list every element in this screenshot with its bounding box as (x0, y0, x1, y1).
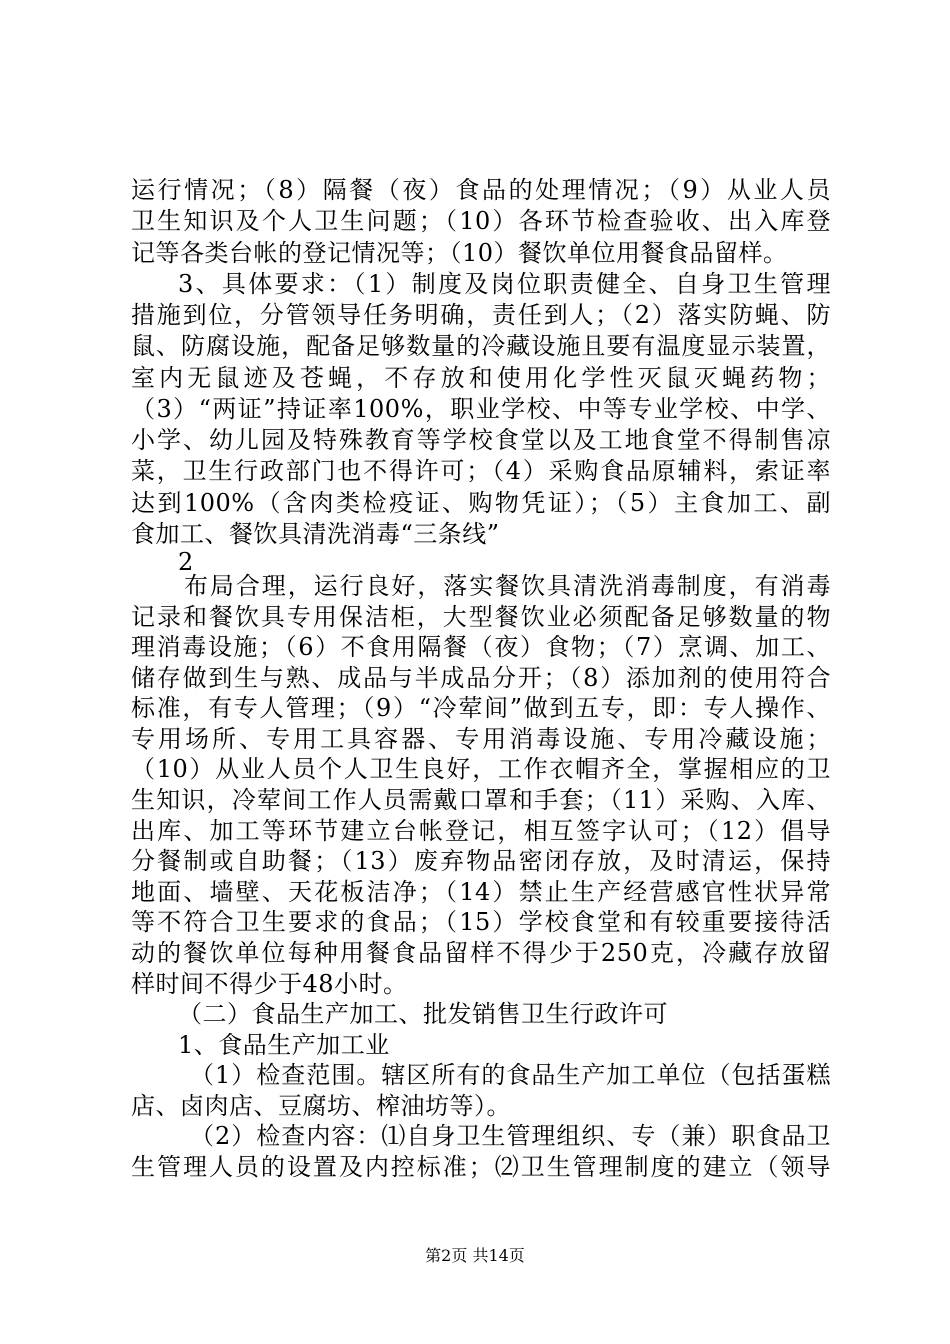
text-line: （10）从业人员个人卫生良好，工作衣帽齐全，掌握相应的卫 (131, 755, 831, 783)
text-line: 理消毒设施；（6）不食用隔餐（夜）食物；（7）烹调、加工、 (131, 633, 831, 661)
subsection-heading: 1、食品生产加工业 (178, 1031, 390, 1059)
text-line: 菜，卫生行政部门也不得许可；（4）采购食品原辅料，索证率 (131, 457, 831, 485)
text-line: 等不符合卫生要求的食品；（15）学校食堂和有较重要接待活 (131, 908, 831, 936)
text-line: 地面、墙壁、天花板洁净；（14）禁止生产经营感官性状异常 (131, 878, 831, 906)
text-line: 措施到位，分管领导任务明确，责任到人；（2）落实防蝇、防 (131, 301, 831, 329)
text-line: 运行情况；（8）隔餐（夜）食品的处理情况；（9）从业人员 (131, 176, 831, 204)
text-line: 分餐制或自助餐；（13）废弃物品密闭存放，及时清运，保持 (131, 847, 831, 875)
text-line: （3）“两证”持证率100%，职业学校、中等专业学校、中学、 (131, 395, 831, 423)
text-line: （1）检查范围。辖区所有的食品生产加工单位（包括蛋糕 (190, 1061, 831, 1089)
section-heading: （二）食品生产加工、批发销售卫生行政许可 (178, 1000, 668, 1028)
text-line: 布局合理，运行良好，落实餐饮具清洗消毒制度，有消毒 (184, 572, 831, 600)
text-line: 记录和餐饮具专用保洁柜，大型餐饮业必须配备足够数量的物 (131, 603, 831, 631)
text-line: 生知识，冷荤间工作人员需戴口罩和手套；（11）采购、入库、 (131, 786, 831, 814)
text-line: 鼠、防腐设施，配备足够数量的冷藏设施且要有温度显示装置， (131, 332, 831, 360)
text-line: 店、卤肉店、豆腐坊、榨油坊等）。 (131, 1092, 511, 1120)
text-line: 标准，有专人管理；（9）“冷荤间”做到五专，即：专人操作、 (131, 694, 831, 722)
page-break-number: 2 (178, 548, 194, 576)
text-line: 记等各类台帐的登记情况等；（10）餐饮单位用餐食品留样。 (131, 239, 788, 267)
text-line: （2）检查内容：⑴自身卫生管理组织、专（兼）职食品卫 (190, 1122, 831, 1150)
text-line: 室内无鼠迹及苍蝇，不存放和使用化学性灭鼠灭蝇药物； (131, 364, 831, 392)
text-line: 专用场所、专用工具容器、专用消毒设施、专用冷藏设施； (131, 725, 831, 753)
text-line: 出库、加工等环节建立台帐登记，相互签字认可；（12）倡导 (131, 817, 831, 845)
text-line: 生管理人员的设置及内控标准；⑵卫生管理制度的建立（领导 (131, 1153, 831, 1181)
text-line: 小学、幼儿园及特殊教育等学校食堂以及工地食堂不得制售凉 (131, 426, 831, 454)
text-line: 3、具体要求：（1）制度及岗位职责健全、自身卫生管理 (178, 270, 831, 298)
text-line: 达到100%（含肉类检疫证、购物凭证）；（5）主食加工、副 (131, 489, 831, 517)
text-line: 动的餐饮单位每种用餐食品留样不得少于250克，冷藏存放留 (131, 939, 831, 967)
text-line: 样时间不得少于48小时。 (131, 970, 408, 998)
text-line: 卫生知识及个人卫生问题；（10）各环节检查验收、出入库登 (131, 207, 831, 235)
text-line: 食加工、餐饮具清洗消毒“三条线” (131, 520, 500, 548)
page-number-footer: 第2页 共14页 (425, 1246, 525, 1265)
text-line: 储存做到生与熟、成品与半成品分开；（8）添加剂的使用符合 (131, 664, 831, 692)
